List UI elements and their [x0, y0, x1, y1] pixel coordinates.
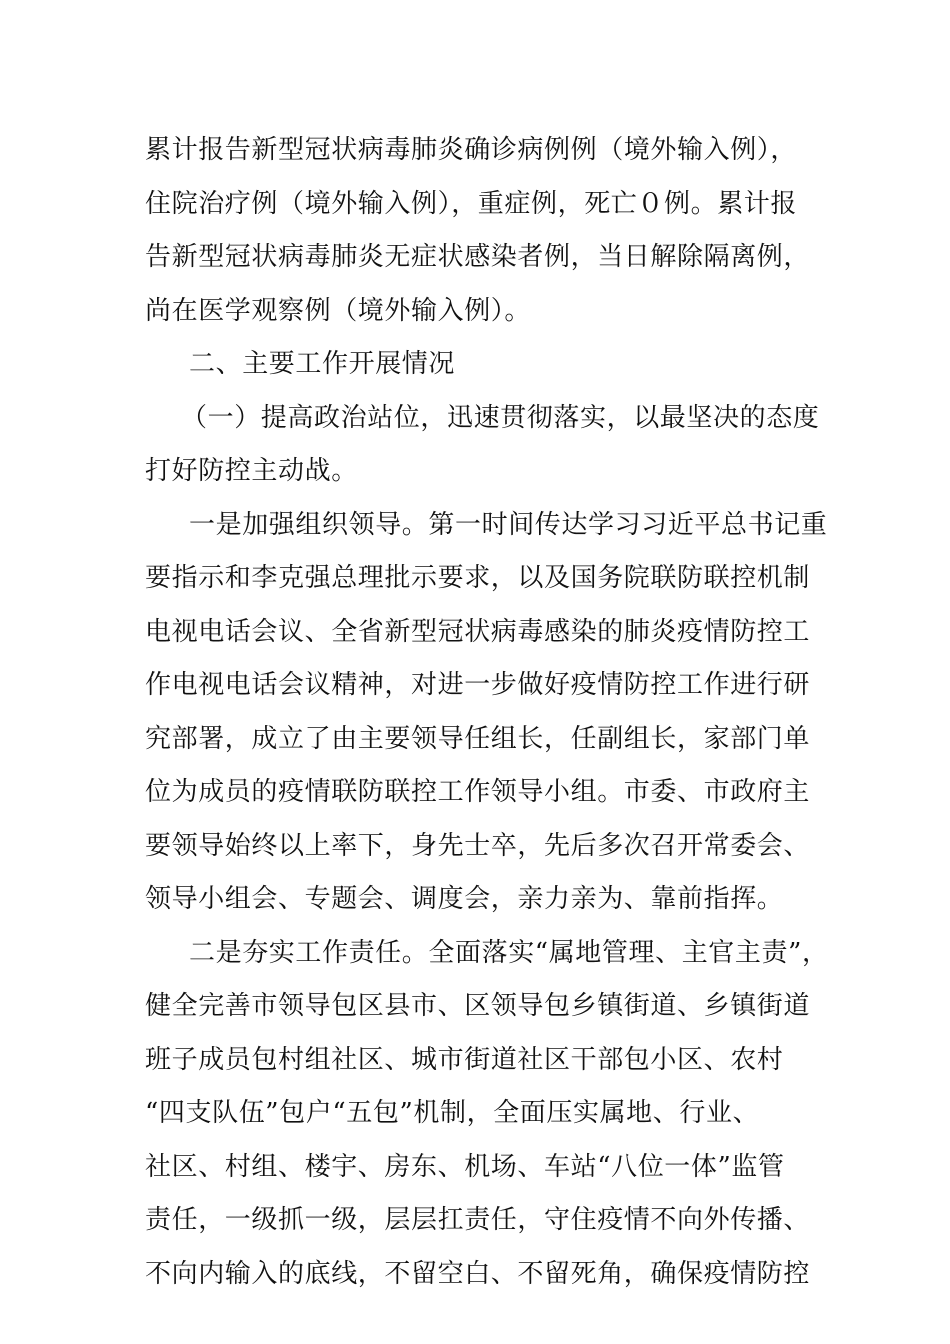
text-line: 究部署，成立了由主要领导任组长，任副组长，家部门单 [145, 723, 811, 754]
text-line: 社区、村组、楼宇、房东、机场、车站“八位一体”监管 [145, 1151, 785, 1182]
text-line: 告新型冠状病毒肺炎无症状感染者例，当日解除隔离例， [145, 242, 811, 272]
body-text [145, 128, 829, 1305]
paragraph-start: 一是加强组织领导。第一时间传达学习习近平总书记重 [189, 509, 828, 540]
section-heading: 二、主要工作开展情况 [189, 349, 456, 379]
text-line: 位为成员的疫情联防联控工作领导小组。市委、市政府主 [145, 777, 811, 807]
text-line: 住院治疗例（境外输入例），重症例，死亡０例。累计报 [145, 188, 798, 219]
text-line: 累计报告新型冠状病毒肺炎确诊病例例（境外输入例）， [145, 135, 798, 165]
text-line: 要指示和李克强总理批示要求，以及国务院联防联控机制 [145, 563, 811, 593]
text-line: 领导小组会、专题会、调度会，亲力亲为、靠前指挥。 [145, 884, 784, 914]
text-line: 健全完善市领导包区县市、区领导包乡镇街道、乡镇街道 [145, 991, 811, 1021]
paragraph-start: 二是夯实工作责任。全面落实“属地管理、主官主责”， [189, 937, 829, 968]
text-line: “四支队伍”包户“五包”机制，全面压实属地、行业、 [145, 1098, 760, 1128]
text-line: 班子成员包村组社区、城市街道社区干部包小区、农村 [145, 1044, 784, 1075]
text-line: 电视电话会议、全省新型冠状病毒感染的肺炎疫情防控工 [145, 616, 811, 647]
text-line: 不向内输入的底线，不留空白、不留死角，确保疫情防控 [145, 1258, 811, 1289]
text-line: 责任，一级抓一级，层层扛责任，守住疫情不向外传播、 [145, 1205, 811, 1235]
subsection-heading: （一）提高政治站位，迅速贯彻落实，以最坚决的态度 [181, 402, 820, 433]
text-line: 尚在医学观察例（境外输入例）。 [145, 295, 532, 326]
text-line: 要领导始终以上率下，身先士卒，先后多次召开常委会、 [145, 830, 811, 861]
text-line: 打好防控主动战。 [145, 456, 358, 486]
text-line: 作电视电话会议精神，对进一步做好疫情防控工作进行研 [145, 670, 811, 700]
